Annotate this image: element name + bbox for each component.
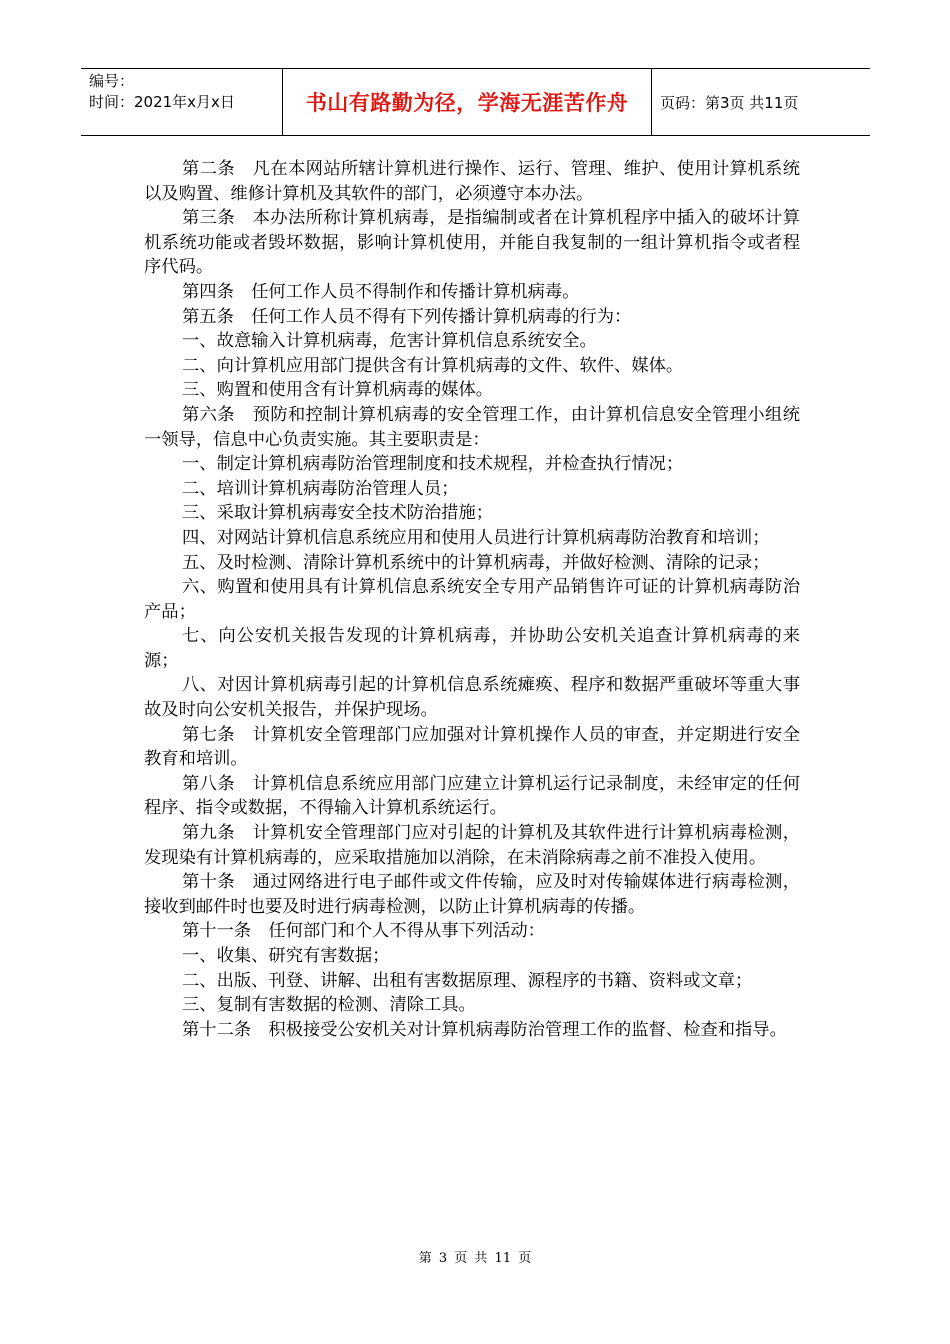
article-6-item-3: 三、采取计算机病毒安全技术防治措施； [182,503,494,524]
header-motto: 书山有路勤为径，学海无涯苦作舟 [282,69,652,135]
article-6-item-2: 二、培训计算机病毒防治管理人员； [182,478,459,499]
document-number-label: 编号： [89,72,135,90]
document-date: 时间：2021年x月x日 [89,93,235,111]
article-5-item-1: 一、故意输入计算机病毒，危害计算机信息系统安全。 [182,331,597,352]
article-11-item-3: 三、复制有害数据的检测、清除工具。 [182,995,476,1016]
article-6: 第六条 预防和控制计算机病毒的安全管理工作，由计算机信息安全管理小组统一领导，信息中心负责实施。其主要职责是： [144,404,800,450]
article-6-item-8: 八、对因计算机病毒引起的计算机信息系统瘫痪、程序和数据严重破坏等重大事故及时向公安机关报告，并保护现场。 [144,675,800,721]
article-10: 第十条 通过网络进行电子邮件或文件传输，应及时对传输媒体进行病毒检测，接收到邮件时也要及时进行病毒检测，以防止计算机病毒的传播。 [144,872,800,917]
article-5-item-2: 二、向计算机应用部门提供含有计算机病毒的文件、软件、媒体。 [182,355,684,376]
article-11-item-2: 二、出版、刊登、讲解、出租有害数据原理、源程序的书籍、资料或文章； [182,970,753,991]
page-header [81,68,870,136]
article-2: 第二条 凡在本网站所辖计算机进行操作、运行、管理、维护、使用计算机系统以及购置、维修计算机及其软件的部门，必须遵守本办法。 [144,159,800,204]
article-4: 第四条 任何工作人员不得制作和传播计算机病毒。 [182,281,580,302]
article-6-item-5: 五、及时检测、清除计算机系统中的计算机病毒，并做好检测、清除的记录； [182,552,770,573]
article-7: 第七条 计算机安全管理部门应加强对计算机操作人员的审查，并定期进行安全教育和培训。 [144,724,800,770]
header-page-info: 页码：第3页 共11页 [660,93,799,112]
article-6-item-1: 一、制定计算机病毒防治管理制度和技术规程，并检查执行情况； [182,454,684,475]
article-6-item-4: 四、对网站计算机信息系统应用和使用人员进行计算机病毒防治教育和培训； [182,527,770,548]
article-5: 第五条 任何工作人员不得有下列传播计算机病毒的行为： [182,306,632,327]
page-footer: 第 3 页 共 11 页 [418,1251,532,1266]
article-6-item-7: 七、向公安机关报告发现的计算机病毒，并协助公安机关追查计算机病毒的来源； [144,626,800,671]
document-body [144,157,800,1042]
article-5-item-3: 三、购置和使用含有计算机病毒的媒体。 [182,380,494,401]
article-11-item-1: 一、收集、研究有害数据； [182,946,390,966]
article-8: 第八条 计算机信息系统应用部门应建立计算机运行记录制度，未经审定的任何程序、指令或数据，不得输入计算机系统运行。 [144,773,800,819]
article-11: 第十一条 任何部门和个人不得从事下列活动： [182,921,545,942]
header-meta [81,69,282,135]
article-12: 第十二条 积极接受公安机关对计算机病毒防治管理工作的监督、检查和指导。 [182,1019,787,1040]
article-3: 第三条 本办法所称计算机病毒，是指编制或者在计算机程序中插入的破坏计算机系统功能或者毁坏数据，影响计算机使用，并能自我复制的一组计算机指令或者程序代码。 [144,208,800,278]
article-6-item-6: 六、购置和使用具有计算机信息系统安全专用产品销售许可证的计算机病毒防治产品； [144,577,800,622]
article-9: 第九条 计算机安全管理部门应对引起的计算机及其软件进行计算机病毒检测，发现染有计算机病毒的，应采取措施加以消除，在未消除病毒之前不准投入使用。 [144,823,800,868]
